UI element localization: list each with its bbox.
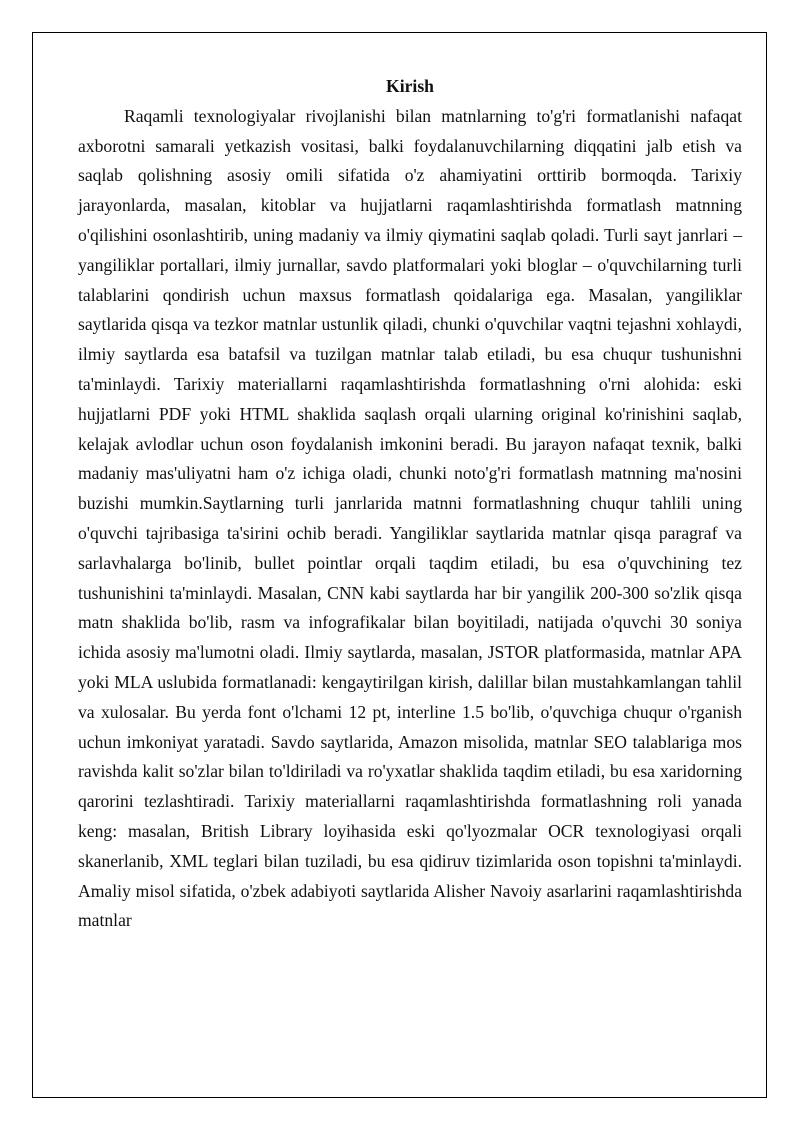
page-title: Kirish — [386, 76, 434, 96]
body-paragraph: Raqamli texnologiyalar rivojlanishi bilan matnlarning to'g'ri formatlanishi nafaqat axborotni samarali yetkazish vositasi, balki foydalanuvchilarning diqqatini jalb etish va saqlab qolishning asosiy omili sifatida o'z ahamiyatini orttirib bormoqda. Tarixiy jarayonlarda, masalan, kitoblar va hujjatlarni raqamlashtirishda formatlash matnning o'qilishini osonlashtirib, uning madaniy va ilmiy qiymatini saqlab qoladi. Turli sayt janrlari – yangiliklar portallari, ilmiy jurnallar, savdo platformalari yoki bloglar – o'quvchilarning turli talablarini qondirish uchun maxsus formatlash qoidalariga ega. Masalan, yangiliklar saytlarida qisqa va tezkor matnlar ustunlik qiladi, chunki o'quvchilar vaqtni tejashni xohlaydi, ilmiy saytlarda esa batafsil va tuzilgan matnlar talab etiladi, bu esa chuqur tushunishni ta'minlaydi. Tarixiy materiallarni raqamlashtirishda formatlashning o'rni alohida: eski hujjatlarni PDF yoki HTML shaklida saqlash orqali ularning original ko'rinishini saqlab, kelajak avlodlar uchun oson foydalanish imkonini beradi. Bu jarayon nafaqat texnik, balki madaniy mas'uliyatni ham o'z ichiga oladi, chunki noto'g'ri formatlash matnning ma'nosini buzishi mumkin.Saytlarning turli janrlarida matnni formatlashning chuqur tahlili uning o'quvchi tajribasiga ta'sirini ochib beradi. Yangiliklar saytlarida matnlar qisqa paragraf va sarlavhalarga bo'linib, bullet pointlar orqali taqdim etiladi, bu esa o'quvchining tez tushunishini ta'minlaydi. Masalan, CNN kabi saytlarda har bir yangilik 200-300 so'zlik qisqa matn shaklida bo'lib, rasm va infografikalar bilan boyitiladi, natijada o'quvchi 30 soniya ichida asosiy ma'lumotni oladi. Ilmiy saytlarda, masalan, JSTOR platformasida, matnlar APA yoki MLA uslubida formatlanadi: kengaytirilgan kirish, dalillar bilan mustahkamlangan tahlil va xulosalar. Bu yerda font o'lchami 12 pt, interline 1.5 bo'lib, o'quvchiga chuqur o'rganish uchun imkoniyat yaratadi. Savdo saytlarida, Amazon misolida, matnlar SEO talablariga mos ravishda kalit so'zlar bilan to'ldiriladi va ro'yxatlar shaklida taqdim etiladi, bu esa xaridorning qarorini tezlashtiradi. Tarixiy materiallarni raqamlashtirishda formatlashning roli yanada keng: masalan, British Library loyihasida eski qo'lyozmalar OCR texnologiyasi orqali skanerlanib, XML teglari bilan tuziladi, bu esa qidiruv tizimlarida oson topishni ta'minlaydi. Amaliy misol sifatida, o'zbek adabiyoti saytlarida Alisher Navoiy asarlarini raqamlashtirishda matnlar — [78, 105, 742, 931]
document-page — [78, 72, 742, 936]
